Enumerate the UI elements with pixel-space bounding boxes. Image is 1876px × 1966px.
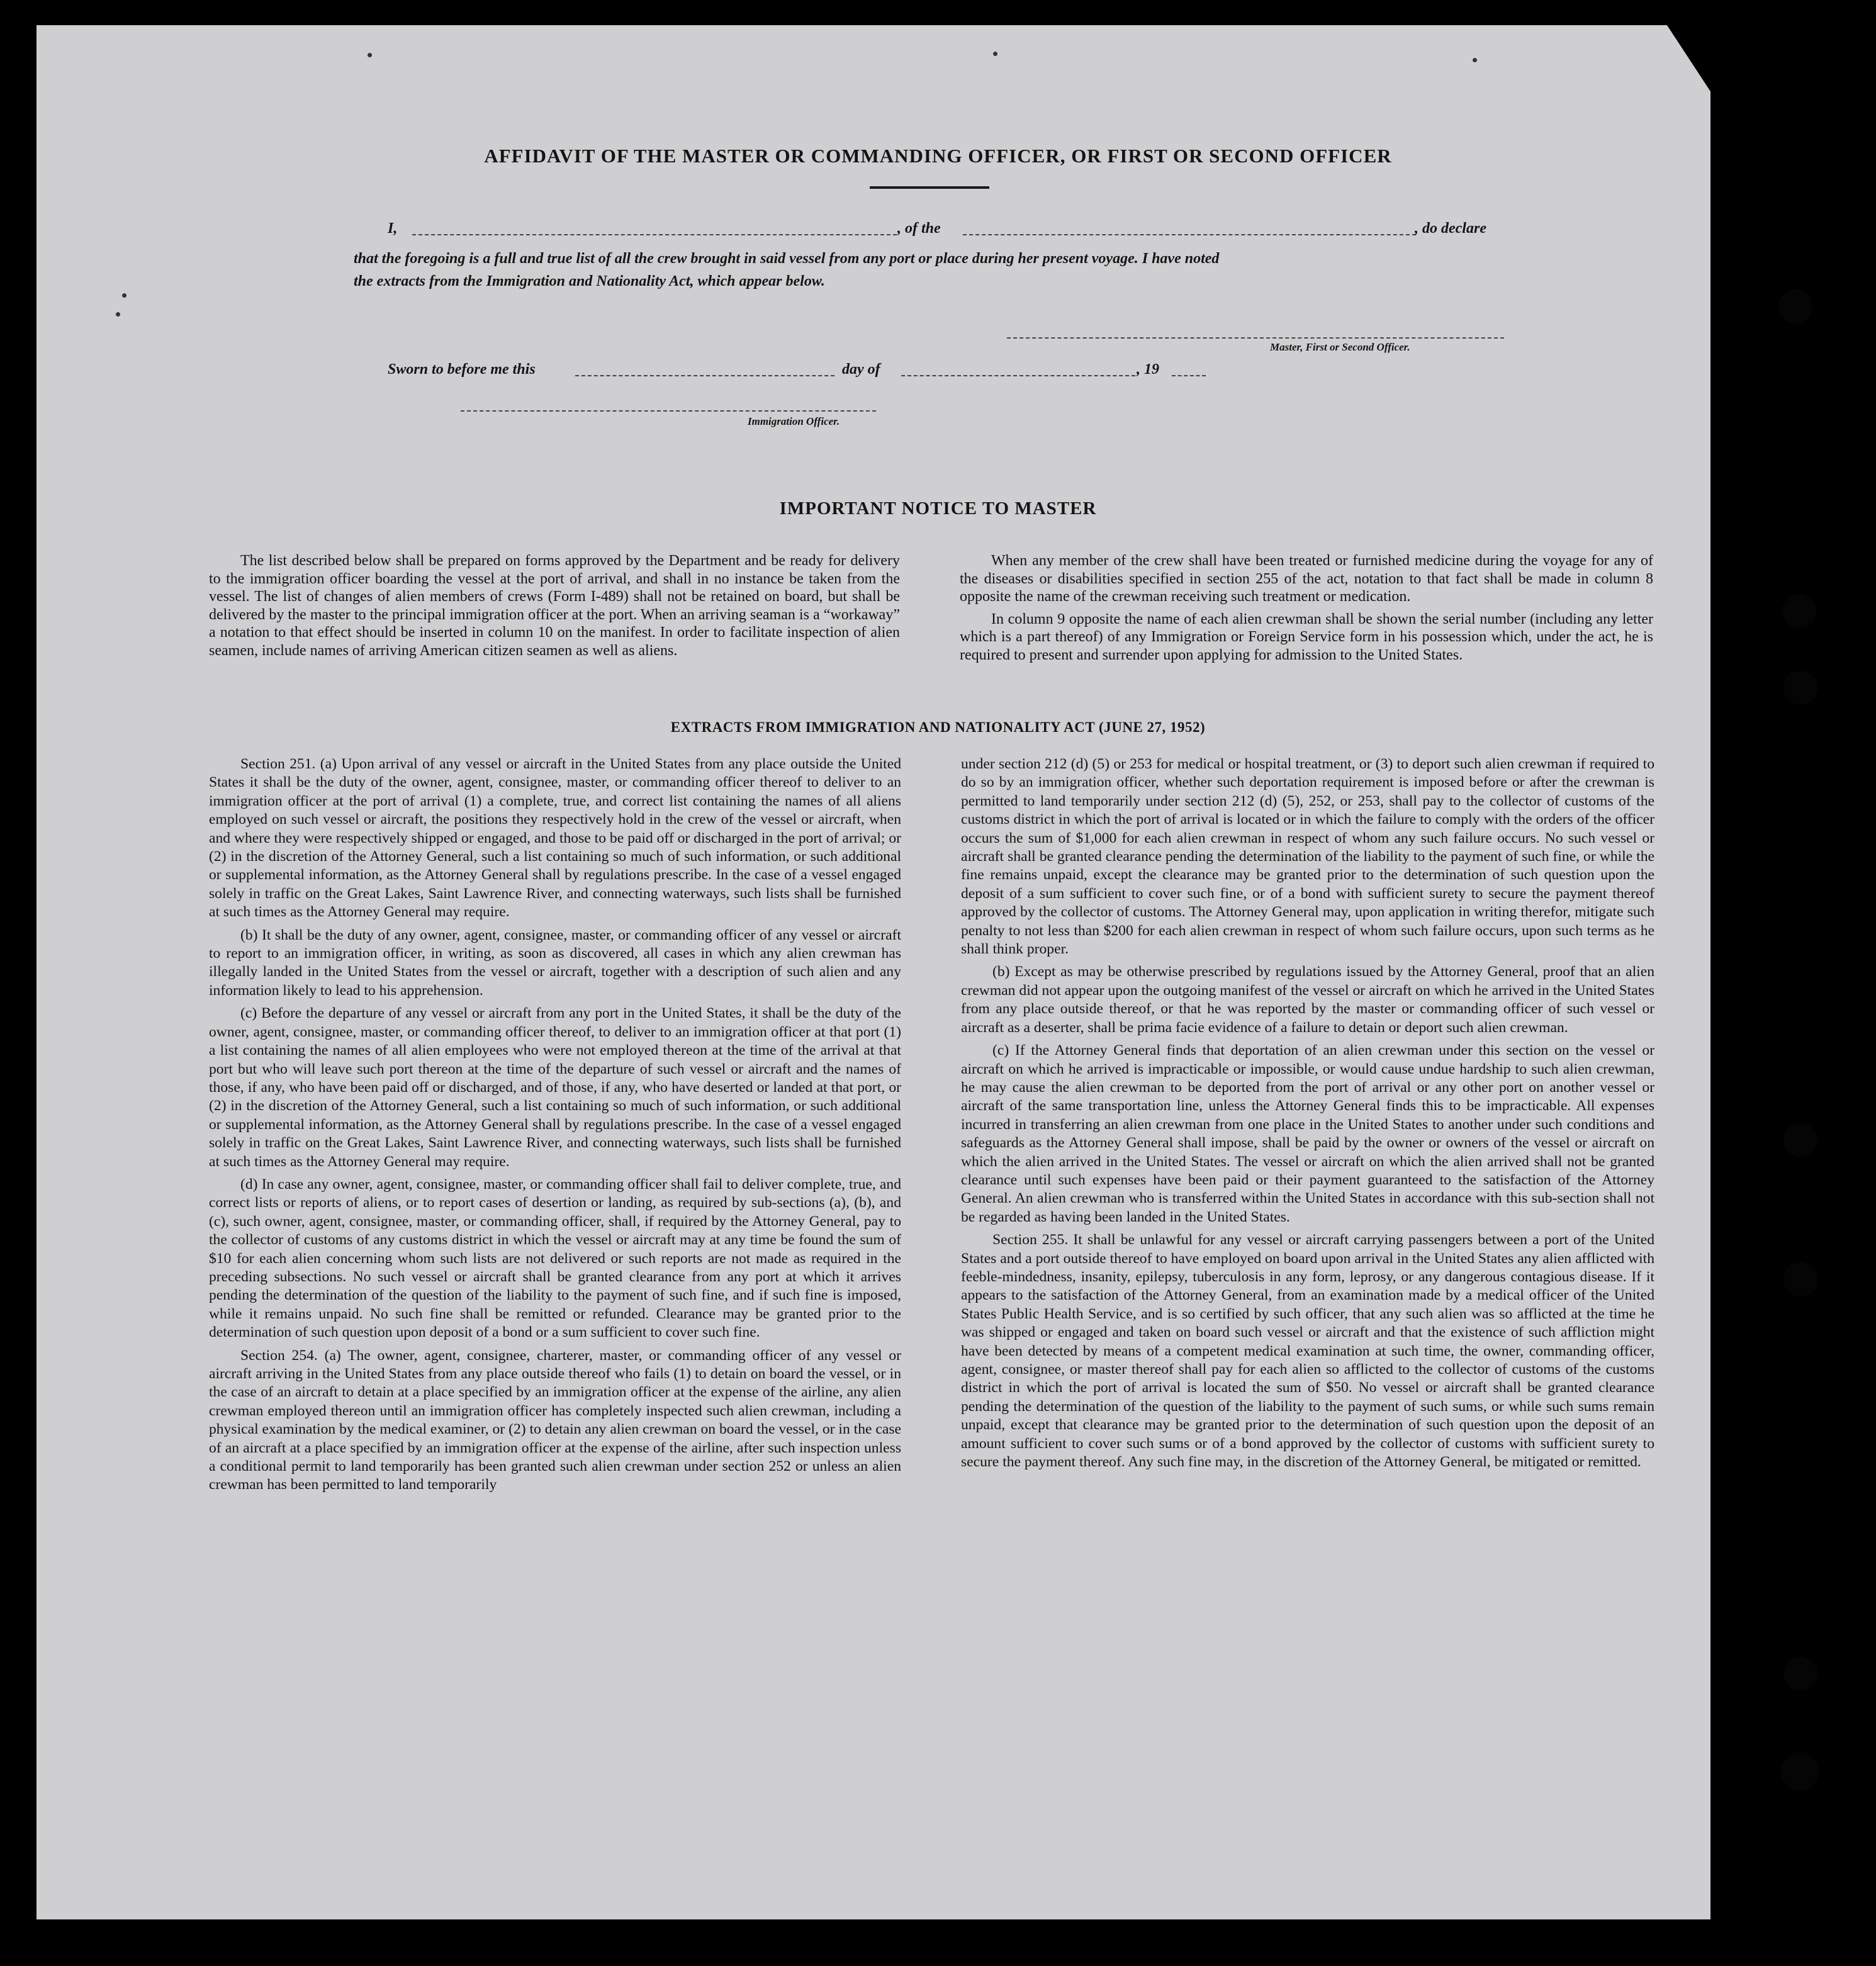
affidavit-declare-label: , do declare xyxy=(1415,220,1486,237)
punch-hole xyxy=(1783,1123,1817,1157)
section-paragraph: Section 251. (a) Upon arrival of any vessel or aircraft in the United States from any place outside the United States it shall be the duty of the owner, agent, consignee, master, or commanding officer thereof to deliver to an immigration officer at the port of arrival (1) a complete, true, and correct list containing the names of all aliens employed on such vessel or aircraft, the positions they respectively hold in the crew of the vessel or aircraft, when and where they were respectively shipped or engaged, and those to be paid off or discharged in the port of arrival; or (2) in the discretion of the Attorney General, such a list containing so much of such information, or such additional or supplemental information, as the Attorney General shall by regulations prescribe. In the case of a vessel engaged solely in traffic on the Great Lakes, Saint Lawrence River, and connecting waterways, such lists shall be furnished at such times as the Attorney General may require. xyxy=(209,756,901,921)
sworn-year-line[interactable] xyxy=(1172,375,1206,376)
immigration-officer-line[interactable] xyxy=(461,410,876,412)
affidavit-line-2: that the foregoing is a full and true list of all the crew brought in said vessel from any port or place during her present voyage. I have noted xyxy=(354,250,1220,267)
punch-hole xyxy=(1778,289,1812,323)
speck xyxy=(993,52,997,56)
vessel-name-line[interactable] xyxy=(963,234,1416,235)
punch-hole xyxy=(1783,671,1817,705)
section-paragraph: under section 212 (d) (5) or 253 for medical or hospital treatment, or (3) to deport such alien crewman if required to do so by an immigration officer, whether such deportation requirement is imposed before or after the crewman is permitted to land temporarily under section 212 (d) (5), 252, or 253, shall pay to the collector of customs of the customs district in which the port of arrival is located or in which the failure to comply with the orders of the officer occurs the sum of $1,000 for each alien crewman in respect of whom any such failure occurs. No such vessel or aircraft shall be granted clearance pending the determination of the liability to the payment of such fine, or while the fine remains unpaid, except the clearance may be granted prior to the determination of such question upon the deposit of a sum sufficient to cover such fine, or of a bond with sufficient surety to secure the payment thereof approved by the collector of customs. The Attorney General may, upon application in writing therefor, mitigate such penalty to not less than $200 for each alien crewman in respect of whom such failure occurs, upon such terms as he shall think proper. xyxy=(961,756,1654,958)
master-signature-line[interactable] xyxy=(1007,337,1504,339)
section-paragraph: (b) It shall be the duty of any owner, agent, consignee, master, or commanding officer of any vessel or aircraft to report to an immigration officer, in writing, as soon as discovered, all cases in which any alien crewman has illegally landed in the United States from the vessel or aircraft, together with a description of such alien and any information likely to lead to his apprehension. xyxy=(209,926,901,999)
notice-paragraph: When any member of the crew shall have been treated or furnished medicine during the voyage for any of the diseases or disabilities specified in section 255 of the act, notation to that fact shall be made in column 8 opposite the name of the crewman receiving such treatment or medication. xyxy=(960,553,1653,605)
punch-hole xyxy=(1783,1656,1817,1690)
affidavit-of-the-label: , of the xyxy=(897,220,941,237)
punch-hole xyxy=(1783,1262,1817,1296)
notice-title: IMPORTANT NOTICE TO MASTER xyxy=(779,498,1097,519)
year-label: , 19 xyxy=(1137,361,1159,378)
sworn-month-line[interactable] xyxy=(901,375,1135,376)
speck xyxy=(116,312,120,317)
section-paragraph: Section 255. It shall be unlawful for any vessel or aircraft carrying passengers between a port of the United States and a port outside thereof to have employed on board upon arrival in the United States any alien afflicted with feeble-mindedness, insanity, epilepsy, tuberculosis in any form, leprosy, or any dangerous contagious disease. If it appears to the satisfaction of the Attorney General, from an examination made by a medical officer of the United States Public Health Service, and is so certified by such officer, that any such alien was so afflicted at the time he was shipped or engaged and taken on board such vessel or aircraft and that the existence of such affliction might have been detected by means of a competent medical examination at such time, the owner, commanding officer, agent, consignee, or master thereof shall pay for each alien so afflicted to the collector of customs of the customs district in which the port of arrival is located the sum of $50. No vessel or aircraft shall be granted clearance pending the determination of the question of the liability to the payment of such sums, or while such sums remain unpaid, except that clearance may be granted prior to the determination of such question upon the deposit of an amount sufficient to cover such sums or of a bond approved by the collector of customs with sufficient surety to secure the payment thereof. Any such fine may, in the discretion of the Attorney General, be mitigated or remitted. xyxy=(961,1232,1654,1471)
notice-paragraph: The list described below shall be prepared on forms approved by the Department and be ready for delivery to the immigration officer boarding the vessel at the port of arrival, and shall in no instance be taken from the vessel. The list of changes of alien members of crews (Form I-489) shall not be retained on board, but shall be delivered by the master to the principal immigration officer at the port. When an arriving seaman is a “workaway” a notation to that effect should be inserted in column 10 on the manifest. In order to facilitate inspection of alien seamen, include names of arriving American citizen seamen as well as aliens. xyxy=(209,553,900,659)
notice-left-column xyxy=(209,552,900,665)
extracts-left-column xyxy=(209,755,901,1499)
immigration-officer-caption: Immigration Officer. xyxy=(748,415,840,427)
punch-hole xyxy=(1781,1752,1819,1791)
affidavit-title: AFFIDAVIT OF THE MASTER OR COMMANDING OFFICER, OR FIRST OR SECOND OFFICER xyxy=(484,145,1392,167)
speck xyxy=(1473,58,1477,62)
extracts-right-column xyxy=(961,755,1654,1476)
notice-paragraph: In column 9 opposite the name of each alien crewman shall be shown the serial number (including any letter which is a part thereof) of any Immigration or Foreign Service form in his possession which, under the act, he is required to present and surrender upon applying for admission to the United States. xyxy=(960,610,1653,663)
speck xyxy=(368,53,372,57)
speck xyxy=(122,293,126,298)
section-paragraph: (d) In case any owner, agent, consignee, master, or commanding officer shall fail to deliver complete, true, and correct lists or reports of aliens, or to report cases of desertion or landing, as required by sub-sections (a), (b), and (c), such owner, agent, consignee, master, or commanding officer, shall, if required by the Attorney General, pay to the collector of customs of any customs district in which the vessel or aircraft may at any time be found the sum of $10 for each alien concerning whom such lists are not delivered or such reports are not made as required in the preceding subsections. No such vessel or aircraft shall be granted clearance from any port at which it arrives pending the determination of the question of the liability to the payment of such fine, and if such fine is imposed, while it remains unpaid. No such fine shall be remitted or refunded. Clearance may be granted prior to the determination of such question upon deposit of a bond or a sum sufficient to cover such fine. xyxy=(209,1176,901,1341)
sworn-day-line[interactable] xyxy=(575,375,834,376)
affidavit-line-3: the extracts from the Immigration and Nationality Act, which appear below. xyxy=(354,273,825,289)
master-signature-caption: Master, First or Second Officer. xyxy=(1270,341,1410,353)
section-paragraph: Section 254. (a) The owner, agent, consignee, charterer, master, or commanding officer of any vessel or aircraft arriving in the United States from any place outside thereof who fails (1) to detain on board the vessel, or in the case of an aircraft to detain at a place specified by an immigration officer at the expense of the airline, any alien crewman employed thereon until an immigration officer has completely inspected such alien crewman, including a physical examination by the medical examiner, or (2) to detain any alien crewman on board the vessel, or in the case of an aircraft at a place specified by an immigration officer at the expense of the airline, after such inspection unless a conditional permit to land temporarily has been granted such alien crewman under section 252 or unless an alien crewman has been permitted to land temporarily xyxy=(209,1347,901,1493)
day-of-label: day of xyxy=(842,361,880,378)
extracts-title: EXTRACTS FROM IMMIGRATION AND NATIONALITY ACT (JUNE 27, 1952) xyxy=(670,719,1206,735)
notice-right-column xyxy=(960,552,1653,669)
punch-hole xyxy=(1782,594,1816,628)
officer-name-line[interactable] xyxy=(412,234,897,235)
affidavit-i-label: I, xyxy=(388,220,398,237)
section-paragraph: (c) If the Attorney General finds that deportation of an alien crewman under this section on the vessel or aircraft on which he arrived is impracticable or impossible, or would cause undue hardship to such alien crewman, he may cause the alien crewman to be deported from the port of arrival or any other port on another vessel or aircraft of the same transportation line, unless the Attorney General finds this to be impracticable. All expenses incurred in transferring an alien crewman from one place in the United States to another under such conditions and safeguards as the Attorney General shall impose, shall be paid by the owner or owners of the vessel or aircraft on which the alien arrived in the United States. The vessel or aircraft on which the alien arrived shall not be granted clearance until such expenses have been paid or their payment guaranteed to the satisfaction of the Attorney General. An alien crewman who is transferred within the United States in accordance with this sub-section shall not be regarded as having been landed in the United States. xyxy=(961,1042,1654,1225)
sworn-label: Sworn to before me this xyxy=(388,361,536,378)
section-paragraph: (c) Before the departure of any vessel or aircraft from any port in the United States, it shall be the duty of the owner, agent, consignee, master, or commanding officer thereof, to deliver to an immigration officer at that port (1) a list containing the names of all alien employees who were not employed thereon at the time of the arrival at that port but who will leave such port thereon at the time of the departure of such vessel or aircraft and the names of those, if any, who have been paid off or discharged, and of those, if any, who have deserted or landed at that port, or (2) in the discretion of the Attorney General, such a list containing so much of such information, or such additional or supplemental information, as the Attorney General shall by regulations prescribe. In the case of a vessel engaged solely in traffic on the Great Lakes, Saint Lawrence River, and connecting waterways, such lists shall be furnished at such times as the Attorney General may require. xyxy=(209,1005,901,1170)
title-rule xyxy=(870,186,989,189)
section-paragraph: (b) Except as may be otherwise prescribed by regulations issued by the Attorney General, proof that an alien crewman did not appear upon the outgoing manifest of the vessel or aircraft on which he arrived in the United States from any place outside thereof, or that he was reported by the master or commanding officer of such vessel or aircraft as a deserter, shall be prima facie evidence of a failure to detain or deport such alien crewman. xyxy=(961,963,1654,1036)
